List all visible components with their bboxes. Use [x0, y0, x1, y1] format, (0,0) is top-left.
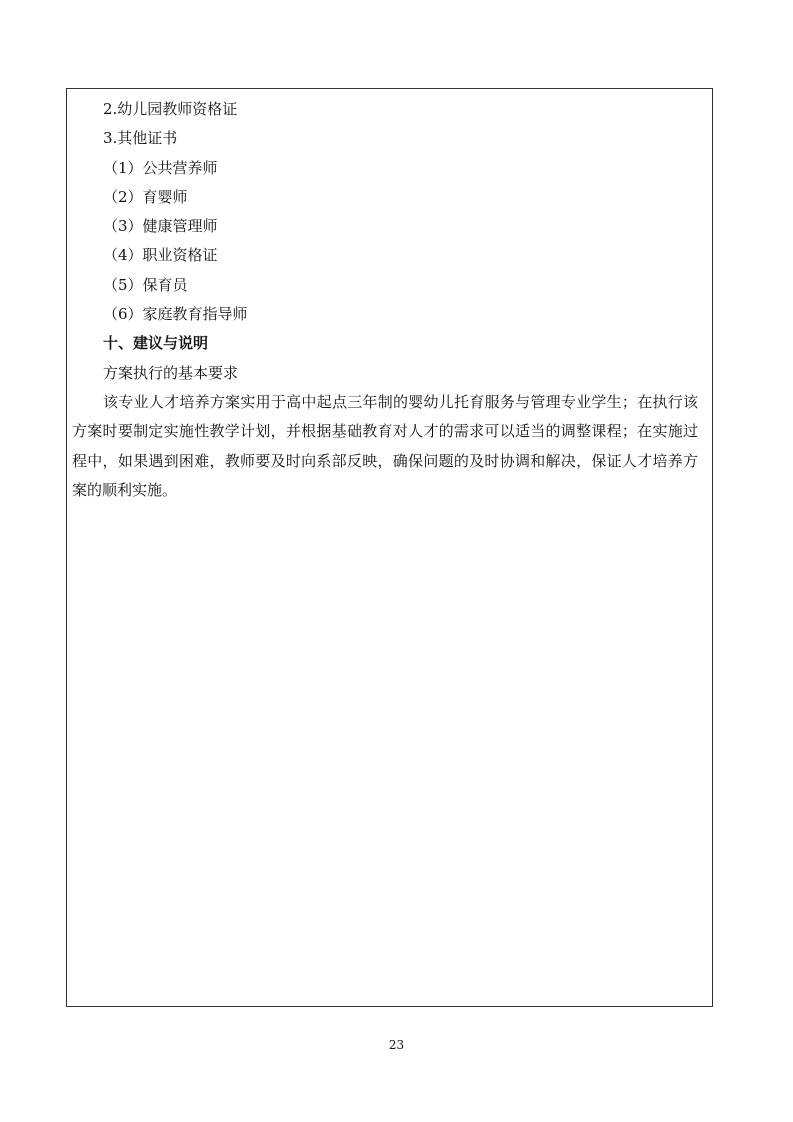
list-item-health-manager: （3）健康管理师: [103, 217, 218, 236]
content-table-cell: [66, 88, 713, 1007]
list-item-family-education-instructor: （6）家庭教育指导师: [103, 305, 248, 324]
list-item-vocational-qualification: （4）职业资格证: [103, 246, 218, 265]
section-subheading: 方案执行的基本要求: [103, 363, 239, 382]
list-item-childcare-worker: （5）保育员: [103, 275, 188, 294]
list-item-other-certificates: 3.其他证书: [103, 129, 178, 148]
section-heading: 十、建议与说明: [103, 334, 209, 353]
list-item-kindergarten-teacher-certificate: 2.幼儿园教师资格证: [103, 100, 238, 118]
list-item-infant-care-specialist: （2）育婴师: [103, 187, 188, 206]
document-body: [72, 95, 698, 505]
list-item-public-nutritionist: （1）公共营养师: [103, 158, 218, 177]
page-number: 23: [388, 1038, 405, 1052]
section-paragraph: 该专业人才培养方案实用于高中起点三年制的婴幼儿托育服务与管理专业学生；在执行该方案时要制定实施性教学计划，并根据基础教育对人才的需求可以适当的调整课程；在实施过程中，如果遇到困难，教师要及时向系部反映，确保问题的及时协调和解决，保证人才培养方案的顺利实施。: [72, 392, 698, 499]
